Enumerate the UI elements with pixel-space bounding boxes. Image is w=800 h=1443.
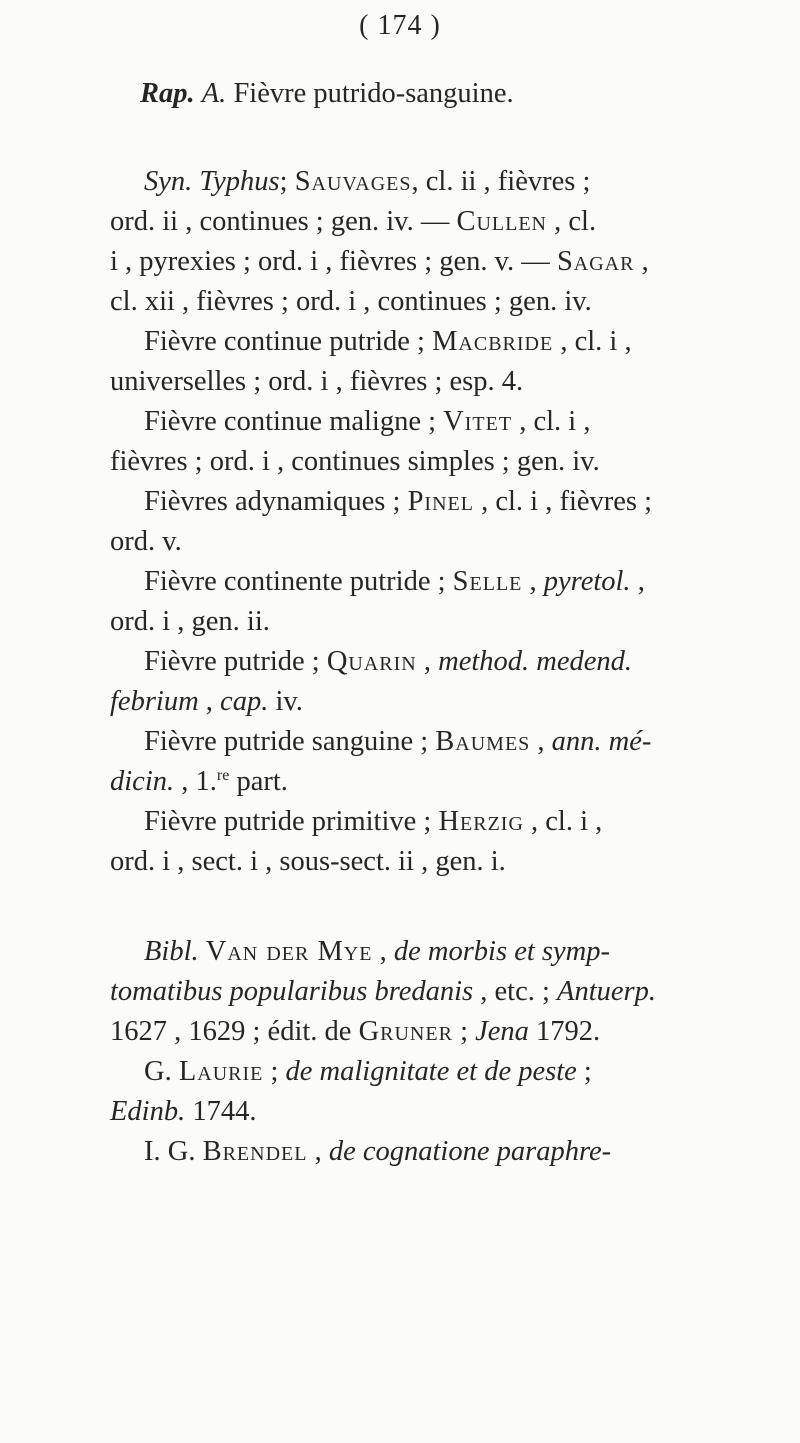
bibl-line [110,1092,256,1132]
syn-ref: Fièvre continue maligne ; [144,406,444,437]
bibl-line [144,1052,592,1092]
syn-ref: , cl. ii , fièvres ; [411,166,591,197]
bibl-line [144,1132,611,1172]
syn-term: Typhus [199,166,280,197]
syn-title: cap. [220,686,269,717]
syn-ref: cl. xii , fièvres ; ord. i , continues ; gen. iv. [110,286,592,317]
syn-ref: , [634,246,649,277]
bibl-ref: ; [452,1016,476,1047]
bibl-ref: 1792. [528,1016,601,1047]
bibl-line [110,1012,600,1052]
bibl-author: Brendel [202,1136,308,1167]
syn-ref: , cl. i , [523,806,603,837]
syn-ref: , [198,686,221,717]
syn-ref: , [530,726,552,757]
syn-ref: Fièvre putride ; [144,646,327,677]
syn-ref: , [416,646,439,677]
rap-line [140,74,514,114]
syn-ref: ord. v. [110,526,182,557]
syn-line [144,802,602,842]
syn-superscript: re [216,767,230,784]
bibl-ref: ; [576,1056,592,1087]
bibl-ref: , [372,936,394,967]
syn-title: method. medend. [438,646,633,677]
bibl-ref: , [307,1136,329,1167]
bibl-label: Bibl. [144,936,199,967]
syn-line [144,562,645,602]
syn-ref: iv. [268,686,303,717]
syn-line [144,162,590,202]
syn-ref: ord. ii , continues ; gen. iv. — [110,206,457,237]
bibl-line [144,932,610,972]
syn-line [110,602,270,642]
syn-label: Syn. [144,166,193,197]
syn-ref: i , pyrexies ; ord. i , fièvres ; gen. v. — [110,246,557,277]
syn-line [110,282,592,322]
bibl-line [110,972,656,1012]
syn-author: Quarin [326,646,417,677]
syn-ref: , cl. [547,206,597,237]
syn-ref: , cl. i , [553,326,632,357]
syn-line [110,842,506,882]
syn-line [110,442,600,482]
syn-ref: Fièvre putride primitive ; [144,806,439,837]
syn-author: Baumes [435,726,531,757]
bibl-title: de cognatione paraphre- [328,1136,612,1167]
rap-label: Rap. [140,78,195,109]
bibl-title: tomatibus popularibus bredanis [110,976,474,1007]
bibl-place: Antuerp. [557,976,656,1007]
syn-line [144,402,590,442]
bibl-author: Laurie [178,1056,264,1087]
syn-line [144,722,651,762]
syn-ref: part. [229,766,288,797]
syn-ref: , [630,566,645,597]
syn-ref: Fièvres adynamiques ; [144,486,408,517]
syn-author: Cullen [456,206,547,237]
syn-line [110,242,649,282]
bibl-ref: , etc. ; [473,976,558,1007]
page-number: ( 174 ) [359,10,441,41]
syn-ref: , cl. i , fièvres ; [473,486,653,517]
syn-line [110,682,303,722]
syn-sep: ; [279,166,295,197]
bibl-title: de malignitate et de peste [285,1056,577,1087]
syn-line [144,322,632,362]
syn-author: Herzig [438,806,524,837]
syn-line [110,762,288,802]
bibl-ref: ; [263,1056,286,1087]
syn-title: ann. mé- [551,726,652,757]
syn-line [144,642,632,682]
syn-ref: universelles ; ord. i , fièvres ; esp. 4. [110,366,524,397]
syn-author: Sauvages [294,166,412,197]
syn-line [144,482,652,522]
rap-letter: A. [201,78,227,109]
syn-author: Vitet [443,406,513,437]
syn-ref: , [522,566,544,597]
syn-ref: Fièvre continente putride ; [144,566,453,597]
syn-title: dicin. [110,766,175,797]
syn-ref: Fièvre continue putride ; [144,326,433,357]
syn-author: Pinel [407,486,474,517]
syn-line [110,362,523,402]
bibl-title: de morbis et symp- [393,936,610,967]
syn-line [110,522,182,562]
bibl-ref: 1744. [185,1096,257,1127]
syn-ref: ord. i , sect. i , sous-sect. ii , gen. i. [110,846,506,877]
syn-ref: Fièvre putride sanguine ; [144,726,436,757]
rap-text: Fièvre putrido-sanguine. [233,78,514,109]
syn-ref: , 1. [174,766,217,797]
syn-ref: , cl. i , [512,406,591,437]
bibl-author: Van der Mye [205,936,373,967]
syn-author: Selle [452,566,523,597]
bibl-ref: G. [144,1056,179,1087]
bibl-author: Gruner [358,1016,453,1047]
bibl-place: Jena [475,1016,529,1047]
bibl-place: Edinb. [110,1096,186,1127]
syn-author: Macbride [432,326,554,357]
syn-line [110,202,596,242]
bibl-ref: I. G. [144,1136,203,1167]
syn-title: febrium [110,686,199,717]
syn-ref: ord. i , gen. ii. [110,606,270,637]
bibl-ref: 1627 , 1629 ; édit. de [110,1016,359,1047]
syn-title: pyretol. [543,566,631,597]
syn-author: Sagar [556,246,635,277]
syn-ref: fièvres ; ord. i , continues simples ; gen. iv. [110,446,600,477]
